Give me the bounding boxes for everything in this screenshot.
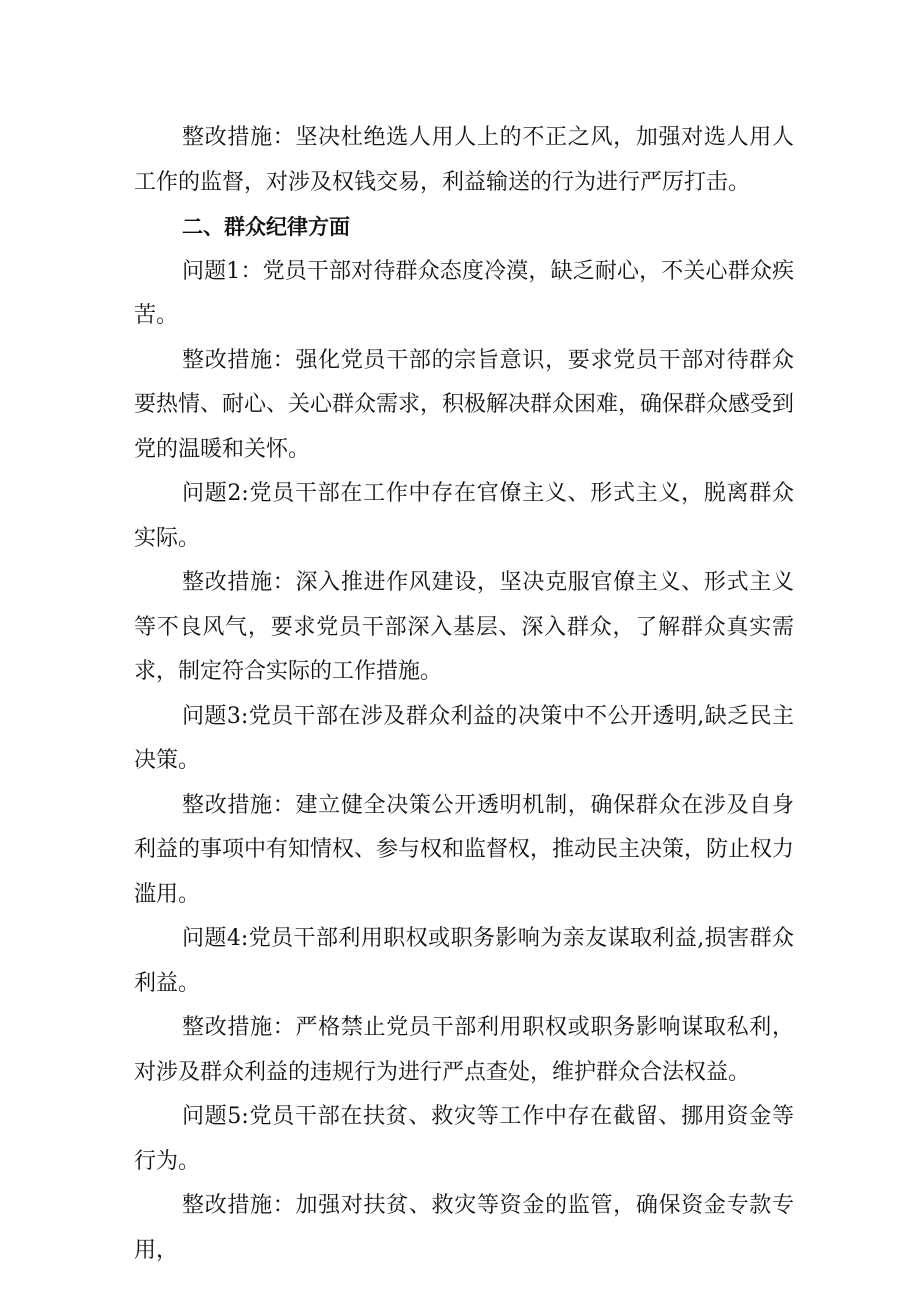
section-heading: 二、群众纪律方面 <box>182 215 350 239</box>
document-body <box>134 116 794 1273</box>
measure-paragraph: 整改措施：加强对扶贫、救灾等资金的监管，确保资金专款专用， <box>134 1193 794 1263</box>
problem-paragraph: 问题5:党员干部在扶贫、救灾等工作中存在截留、挪用资金等行为。 <box>134 1104 794 1174</box>
problem-paragraph: 问题2:党员干部在工作中存在官僚主义、形式主义，脱离群众实际。 <box>134 481 794 551</box>
measure-paragraph: 整改措施：坚决杜绝选人用人上的不正之风，加强对选人用人工作的监督，对涉及权钱交易，利益输送的行为进行严厉打击。 <box>134 125 794 195</box>
problem-paragraph: 问题3:党员干部在涉及群众利益的决策中不公开透明,缺乏民主决策。 <box>134 703 794 773</box>
measure-paragraph: 整改措施：严格禁止党员干部利用职权或职务影响谋取私利，对涉及群众利益的违规行为进行严点查处，维护群众合法权益。 <box>134 1015 794 1085</box>
problem-paragraph: 问题4:党员干部利用职权或职务影响为亲友谋取利益,损害群众利益。 <box>134 926 794 996</box>
measure-paragraph: 整改措施：强化党员干部的宗旨意识，要求党员干部对待群众要热情、耐心、关心群众需求，积极解决群众困难，确保群众感受到党的温暖和关怀。 <box>134 347 795 462</box>
measure-paragraph: 整改措施：建立健全决策公开透明机制，确保群众在涉及自身利益的事项中有知情权、参与权和监督权，推动民主决策，防止权力滥用。 <box>134 792 795 907</box>
measure-paragraph: 整改措施：深入推进作风建设，坚决克服官僚主义、形式主义等不良风气，要求党员干部深入基层、深入群众，了解群众真实需求，制定符合实际的工作措施。 <box>134 570 794 684</box>
problem-paragraph: 问题1：党员干部对待群众态度冷漠，缺乏耐心，不关心群众疾苦。 <box>134 258 794 328</box>
